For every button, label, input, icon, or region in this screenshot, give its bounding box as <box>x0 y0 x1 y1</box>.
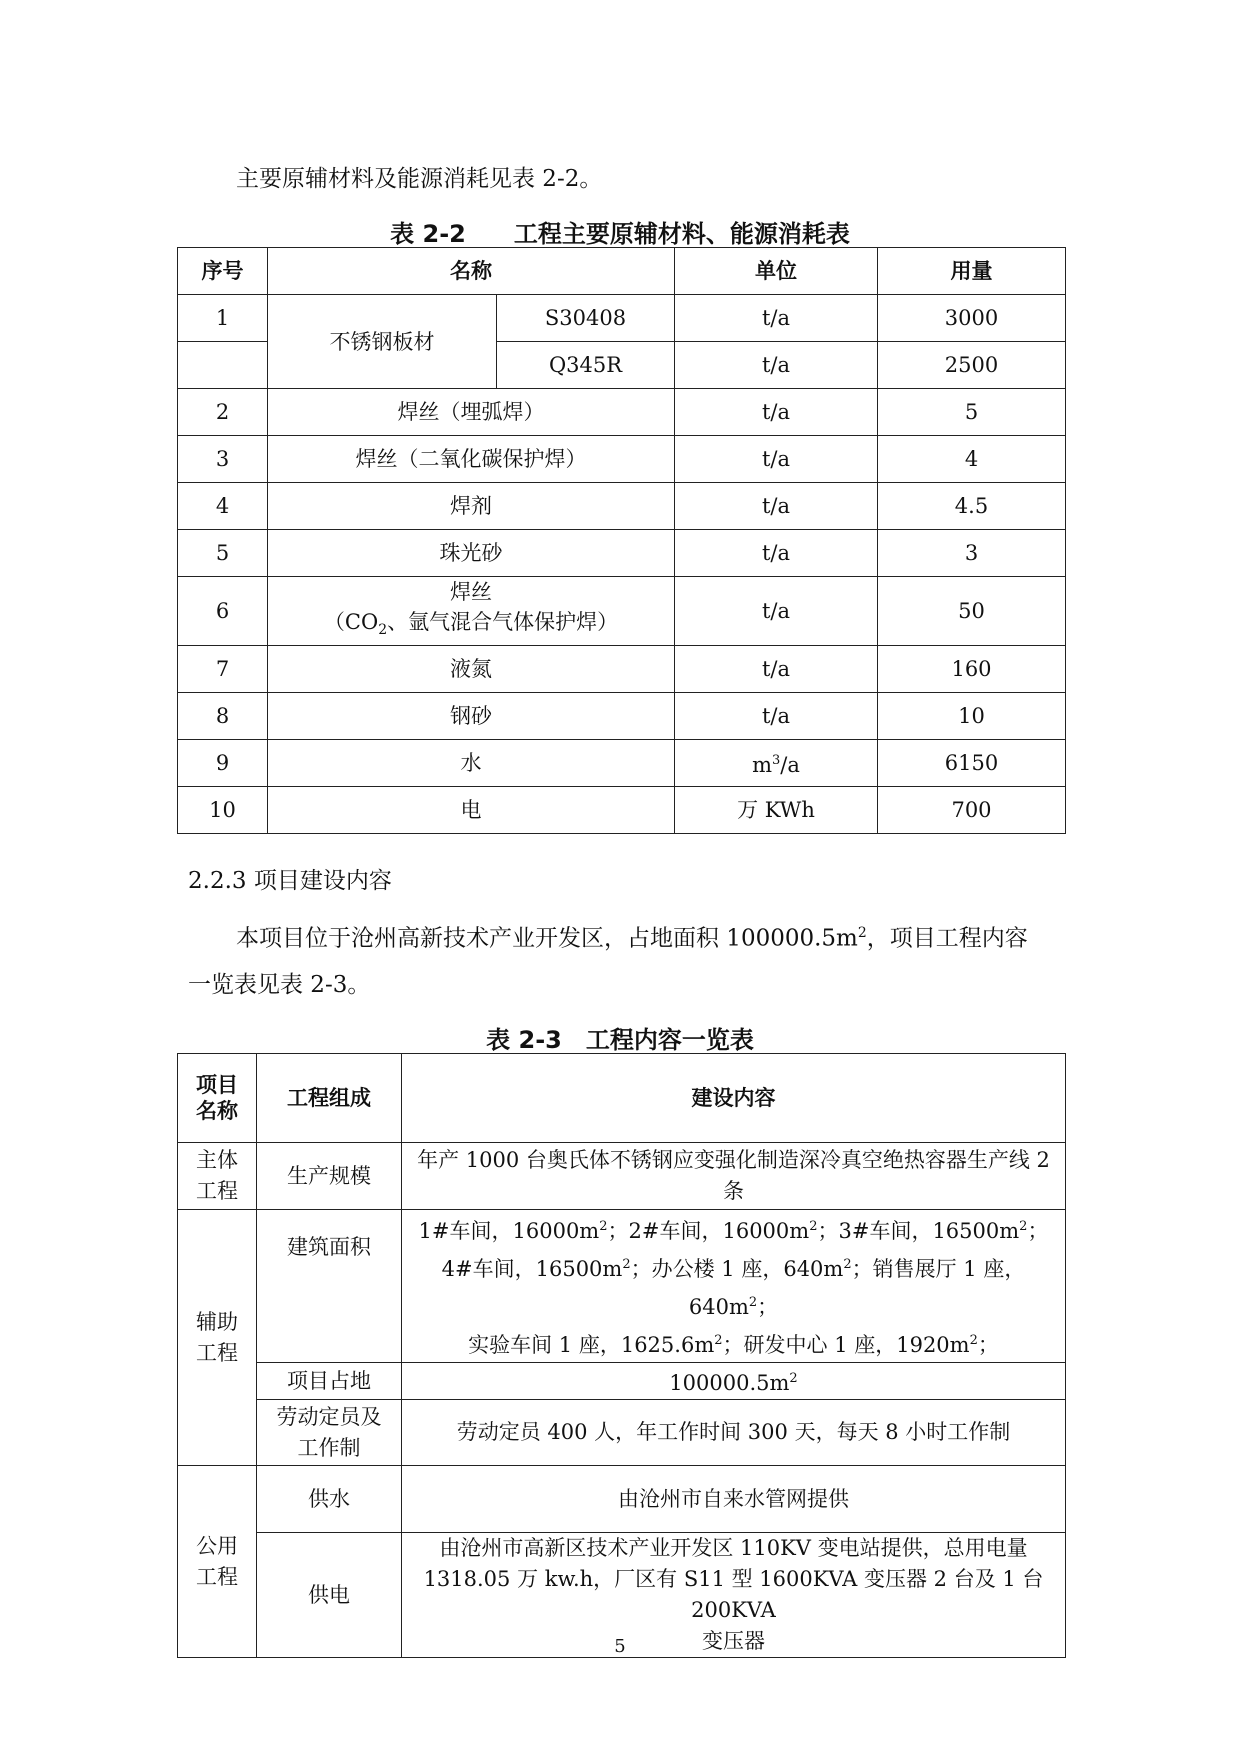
table-row <box>178 436 1066 483</box>
header-amount: 用量 <box>878 248 1066 295</box>
cell-no: 8 <box>178 693 268 740</box>
page-number: 5 <box>614 1636 626 1657</box>
unit-part: /a <box>780 753 800 778</box>
table-row <box>178 1466 1066 1533</box>
cell-land-label: 项目占地 <box>257 1363 402 1400</box>
cell-name: 水 <box>268 740 675 787</box>
cell-line: 实验车间 1 座，$1625.6m^2$；研发中心 1 座，$1920m^2$； <box>468 1333 999 1357</box>
cell-unit: t/a <box>675 342 878 389</box>
cell-no: 2 <box>178 389 268 436</box>
cell-line: 1#车间，$16000m^2$；2#车间，$16000m^2$；3#车间，$16500m^2$； <box>418 1219 1049 1243</box>
table-row <box>178 1400 1066 1466</box>
cell-line: 工作制 <box>297 1435 361 1460</box>
cell-line: 辅助 <box>196 1309 238 1334</box>
name-part: 、氩气混合气体保护焊） <box>387 610 619 634</box>
cell-no: 6 <box>178 577 268 646</box>
table-row <box>178 646 1066 693</box>
cell-power-label: 供电 <box>257 1533 402 1658</box>
cell-amount: 160 <box>878 646 1066 693</box>
header-name: 名称 <box>268 248 675 295</box>
table-row <box>178 1210 1066 1363</box>
cell-amount: 3 <box>878 530 1066 577</box>
cell-amount: 50 <box>878 577 1066 646</box>
cell-scale-label: 生产规模 <box>257 1143 402 1210</box>
cell-name <box>268 577 675 646</box>
table-header-row <box>178 1054 1066 1143</box>
cell-line: 由沧州市高新区技术产业开发区 110KV 变电站提供，总用电量 <box>439 1536 1028 1560</box>
table-row <box>178 295 1066 342</box>
cell-line: 劳动定员及 <box>276 1404 382 1429</box>
cell-unit: t/a <box>675 295 878 342</box>
name-part: （CO <box>323 610 379 634</box>
cell-line: 工程 <box>196 1179 238 1203</box>
header-project-name <box>178 1054 257 1143</box>
cell-grade: S30408 <box>497 295 675 342</box>
cell-amount: 4 <box>878 436 1066 483</box>
table-row <box>178 693 1066 740</box>
cell-no: 7 <box>178 646 268 693</box>
cell-water-value: 由沧州市自来水管网提供 <box>402 1466 1066 1533</box>
cell-no: 1 <box>178 295 268 342</box>
cell-name: 焊丝（埋弧焊） <box>268 389 675 436</box>
table-2-2-caption: 表 2-2 工程主要原辅材料、能源消耗表 <box>390 220 850 248</box>
header-line: 名称 <box>196 1099 238 1123</box>
cell-line: 4#车间，$16500m^2$；办公楼 1 座，$640m^2$；销售展厅 1 座，$640m^2$； <box>441 1257 1026 1319</box>
cell-unit: t/a <box>675 483 878 530</box>
cell-unit: t/a <box>675 530 878 577</box>
cell-unit <box>675 740 878 787</box>
cell-unit: t/a <box>675 389 878 436</box>
cell-no: 10 <box>178 787 268 834</box>
table-row <box>178 389 1066 436</box>
table-header-row <box>178 248 1066 295</box>
cell-labor-label <box>257 1400 402 1466</box>
cell-grade: Q345R <box>497 342 675 389</box>
cell-amount: 3000 <box>878 295 1066 342</box>
table-2-3-caption: 表 2-3 工程内容一览表 <box>486 1026 754 1054</box>
header-line: 项目 <box>196 1073 238 1097</box>
cell-unit: t/a <box>675 577 878 646</box>
table-row <box>178 483 1066 530</box>
cell-amount: 5 <box>878 389 1066 436</box>
cell-unit: t/a <box>675 436 878 483</box>
unit-part: m <box>752 753 773 778</box>
cell-no: 9 <box>178 740 268 787</box>
cell-land-value: $100000.5m^2$ <box>402 1363 1066 1400</box>
cell-line: 年产 1000 台奥氏体不锈钢应变强化制造深冷真空绝热容器生产线 2 <box>417 1148 1050 1172</box>
body-paragraph-line2: 一览表见表 2-3。 <box>188 972 371 998</box>
table-row <box>178 577 1066 646</box>
cell-labor-value: 劳动定员 400 人，年工作时间 300 天，每天 8 小时工作制 <box>402 1400 1066 1466</box>
cell-scale-value <box>402 1143 1066 1210</box>
cell-line: 工程 <box>196 1340 238 1365</box>
cell-area-value <box>402 1210 1066 1363</box>
cell-line: 条 <box>723 1179 744 1203</box>
table-row <box>178 1363 1066 1400</box>
table-row <box>178 740 1066 787</box>
cell-unit: t/a <box>675 693 878 740</box>
cell-name: 焊丝（二氧化碳保护焊） <box>268 436 675 483</box>
superscript: 3 <box>772 753 781 769</box>
text-part: ，项目工程内容 <box>866 925 1028 952</box>
header-composition: 工程组成 <box>257 1054 402 1143</box>
cell-line: 变压器 <box>702 1629 765 1653</box>
subscript: 2 <box>378 622 388 639</box>
cell-no <box>178 342 268 389</box>
header-content: 建设内容 <box>402 1054 1066 1143</box>
cell-name: 液氮 <box>268 646 675 693</box>
table-row <box>178 787 1066 834</box>
table-row <box>178 1143 1066 1210</box>
superscript: 2 <box>857 925 867 941</box>
cell-amount: 700 <box>878 787 1066 834</box>
cell-unit: 万 KWh <box>675 787 878 834</box>
header-unit: 单位 <box>675 248 878 295</box>
cell-name: 电 <box>268 787 675 834</box>
cell-water-label: 供水 <box>257 1466 402 1533</box>
table-row <box>178 530 1066 577</box>
materials-table <box>177 247 1066 834</box>
cell-line: 公用 <box>196 1533 238 1558</box>
cell-aux-project <box>178 1210 257 1466</box>
cell-line: 主体 <box>196 1148 238 1172</box>
name-line <box>274 607 668 645</box>
cell-amount: 2500 <box>878 342 1066 389</box>
section-heading: 2.2.3 项目建设内容 <box>188 868 392 894</box>
cell-no: 5 <box>178 530 268 577</box>
cell-name: 钢砂 <box>268 693 675 740</box>
cell-name: 珠光砂 <box>268 530 675 577</box>
cell-no: 4 <box>178 483 268 530</box>
cell-steel-name: 不锈钢板材 <box>268 295 497 389</box>
cell-line: 工程 <box>196 1564 238 1589</box>
header-no: 序号 <box>178 248 268 295</box>
cell-no: 3 <box>178 436 268 483</box>
project-content-table <box>177 1053 1066 1658</box>
cell-name: 焊剂 <box>268 483 675 530</box>
cell-area-label: 建筑面积 <box>257 1210 402 1363</box>
cell-main-project <box>178 1143 257 1210</box>
body-paragraph-line1 <box>236 918 1028 954</box>
cell-amount: 10 <box>878 693 1066 740</box>
cell-public-project <box>178 1466 257 1658</box>
cell-amount: 6150 <box>878 740 1066 787</box>
intro-text: 主要原辅材料及能源消耗见表 2-2。 <box>236 166 603 192</box>
text-part: 本项目位于沧州高新技术产业开发区，占地面积 100000.5m <box>236 925 858 952</box>
cell-amount: 4.5 <box>878 483 1066 530</box>
name-line: 焊丝 <box>450 580 492 604</box>
cell-unit: t/a <box>675 646 878 693</box>
cell-line: 1318.05 万 kw.h，厂区有 S11 型 1600KVA 变压器 2 台及 1 台 200KVA <box>423 1567 1044 1622</box>
